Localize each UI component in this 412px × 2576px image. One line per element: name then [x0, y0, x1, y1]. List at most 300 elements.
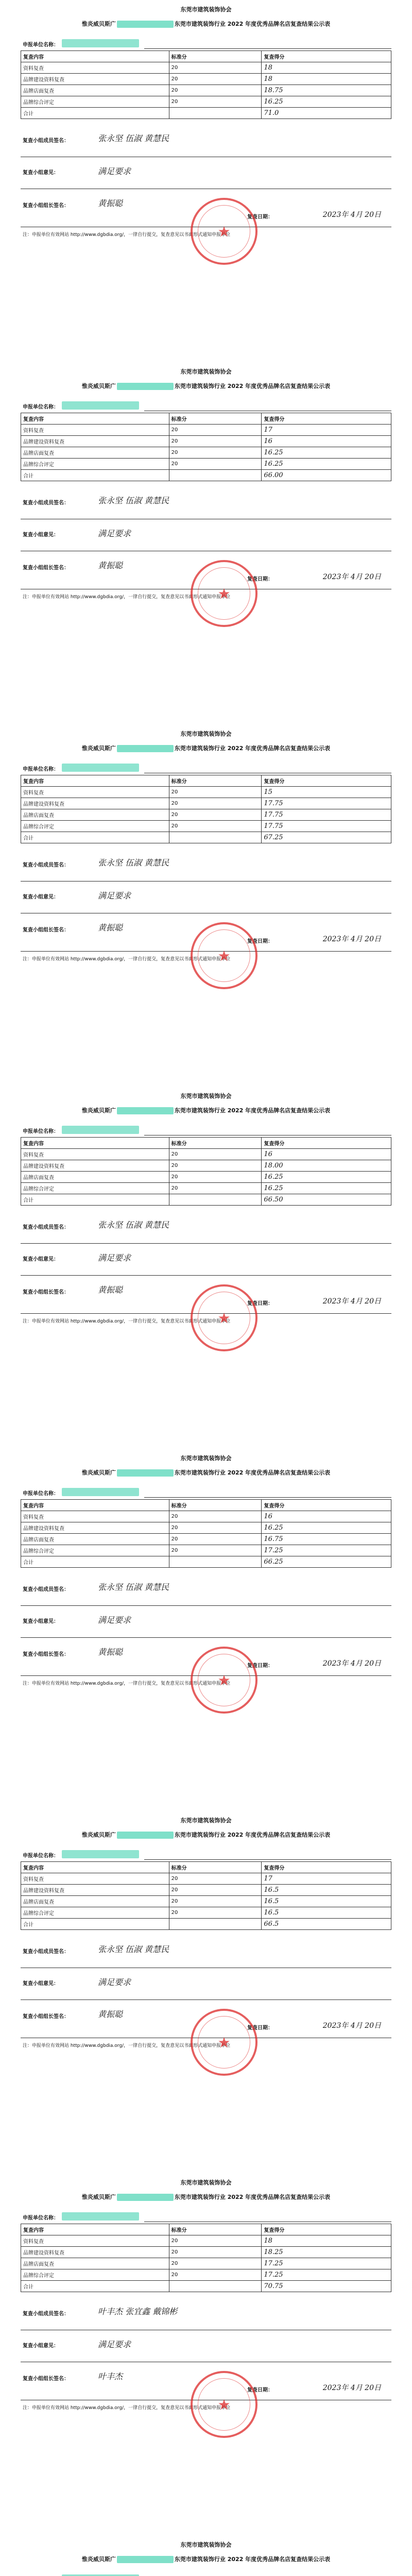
opinion-text: 满足要求 — [98, 891, 131, 901]
standard-score: 20 — [169, 85, 262, 96]
date-label: 复查日期： — [247, 577, 273, 582]
star-icon: ★ — [217, 947, 231, 964]
star-icon: ★ — [217, 1309, 231, 1327]
red-seal-stamp — [191, 2371, 258, 2438]
review-score: 71.0 — [262, 108, 391, 119]
unit-label: 申报单位名称： — [23, 1853, 59, 1859]
leader-label: 复查小组组长签名： — [23, 1290, 69, 1295]
review-sheet — [21, 1451, 391, 1811]
review-score: 16.25 — [262, 1522, 391, 1534]
review-score: 18 — [262, 62, 391, 74]
underline — [144, 48, 391, 49]
review-score: 15 — [262, 787, 391, 798]
date-label: 复查日期： — [247, 2387, 273, 2393]
unit-label: 申报单位名称： — [23, 1129, 59, 1134]
review-date: 2023年 4月 20日 — [322, 573, 381, 581]
title-suffix: 东莞市建筑装饰行业 2022 年度优秀品牌名店复查结果公示表 — [174, 21, 331, 27]
title-prefix: 惟炎威贝斯广 — [81, 383, 116, 389]
divider — [21, 1275, 391, 1276]
standard-score: 20 — [169, 62, 262, 74]
members-block — [21, 125, 391, 156]
standard-score — [169, 1194, 262, 1206]
divider — [21, 1999, 391, 2000]
standard-score: 20 — [169, 1545, 262, 1556]
standard-score: 20 — [169, 1511, 262, 1522]
standard-score: 20 — [169, 425, 262, 436]
review-score: 16.75 — [262, 1534, 391, 1545]
redaction-mark — [117, 745, 174, 752]
table-row — [21, 1183, 391, 1194]
star-icon: ★ — [217, 585, 231, 602]
row-label: 合计 — [21, 470, 169, 481]
standard-score: 20 — [169, 2247, 262, 2258]
opinion-block — [21, 520, 391, 551]
association-name: 东莞市建筑装饰协会 — [180, 731, 232, 737]
table-row — [21, 1149, 391, 1160]
table-row — [21, 1545, 391, 1556]
leader-signature: 黄振聪 — [98, 923, 123, 933]
redaction-mark — [117, 1469, 174, 1477]
seal-inner-ring — [198, 1654, 250, 1706]
standard-score — [169, 1556, 262, 1568]
row-label: 品牌店面复查 — [21, 1172, 169, 1183]
redaction-mark — [117, 2556, 174, 2563]
row-label: 品牌综合评定 — [21, 96, 169, 108]
association-name: 东莞市建筑装饰协会 — [180, 1455, 232, 1462]
table-row — [21, 1534, 391, 1545]
members-signature: 张永坚 伍淑 黄慧民 — [98, 1944, 169, 1954]
review-score: 17.75 — [262, 798, 391, 809]
table-row — [21, 821, 391, 832]
star-icon: ★ — [217, 1671, 231, 1689]
star-icon: ★ — [217, 223, 231, 240]
header-score: 复查得分 — [262, 1500, 391, 1511]
seal-inner-ring — [198, 205, 250, 258]
redaction-mark — [117, 2194, 174, 2201]
divider — [21, 1637, 391, 1638]
opinion-text: 满足要求 — [98, 1615, 131, 1625]
title-suffix: 东莞市建筑装饰行业 2022 年度优秀品牌名店复查结果公示表 — [174, 383, 331, 389]
score-table — [21, 2224, 391, 2292]
table-row — [21, 96, 391, 108]
redaction-mark — [117, 1832, 174, 1839]
members-signature: 张永坚 伍淑 黄慧民 — [98, 1582, 169, 1592]
divider — [21, 1605, 391, 1606]
seal-inner-ring — [198, 567, 250, 620]
standard-score: 20 — [169, 96, 262, 108]
review-score: 18.00 — [262, 1160, 391, 1172]
underline — [144, 1135, 391, 1136]
header-standard: 标准分 — [169, 1138, 262, 1149]
leader-signature: 叶丰杰 — [98, 2371, 123, 2381]
row-label: 品牌综合评定 — [21, 1545, 169, 1556]
table-row — [21, 425, 391, 436]
score-table — [21, 50, 391, 119]
seal-inner-ring — [198, 1292, 250, 1344]
header-standard: 标准分 — [169, 2224, 262, 2235]
table-header-row — [21, 1862, 391, 1873]
table-row — [21, 62, 391, 74]
row-label: 合计 — [21, 1919, 169, 1930]
header-content: 复查内容 — [21, 1500, 169, 1511]
divider — [21, 1243, 391, 1244]
review-score: 17 — [262, 1873, 391, 1885]
standard-score: 20 — [169, 1534, 262, 1545]
footer-note: 注：申报单位有效网站 http://www.dgbdia.org/，一律自行提交，复查意见以书面形式通知申报单位 — [23, 2405, 231, 2411]
row-label: 品牌建设资料复查 — [21, 2247, 169, 2258]
header-score: 复查得分 — [262, 775, 391, 787]
standard-score: 20 — [169, 787, 262, 798]
review-score: 70.75 — [262, 2281, 391, 2292]
table-row — [21, 1511, 391, 1522]
review-sheet — [21, 2175, 391, 2536]
redacted-unit-name — [62, 1488, 139, 1496]
standard-score: 20 — [169, 436, 262, 447]
standard-score — [169, 108, 262, 119]
review-score: 18.75 — [262, 85, 391, 96]
opinion-label: 复查小组意见： — [23, 894, 59, 900]
opinion-block — [21, 1606, 391, 1637]
seal-inner-ring — [198, 2378, 250, 2431]
unit-label: 申报单位名称： — [23, 1491, 59, 1497]
review-sheet — [21, 726, 391, 1087]
sheet-title — [21, 744, 391, 752]
members-block — [21, 2298, 391, 2329]
title-prefix: 惟炎威贝斯广 — [81, 745, 116, 752]
table-row — [21, 2258, 391, 2269]
header-content: 复查内容 — [21, 413, 169, 425]
members-label: 复查小组成员签名： — [23, 862, 69, 868]
header-standard: 标准分 — [169, 51, 262, 62]
standard-score — [169, 832, 262, 843]
standard-score: 20 — [169, 1160, 262, 1172]
members-label: 复查小组成员签名： — [23, 2311, 69, 2317]
table-header-row — [21, 1500, 391, 1511]
members-signature: 张永坚 伍淑 黄慧民 — [98, 858, 169, 868]
star-icon: ★ — [217, 2033, 231, 2051]
row-label: 资料复查 — [21, 425, 169, 436]
standard-score: 20 — [169, 1522, 262, 1534]
standard-score: 20 — [169, 1183, 262, 1194]
standard-score — [169, 1919, 262, 1930]
table-header-row — [21, 51, 391, 62]
members-label: 复查小组成员签名： — [23, 500, 69, 506]
review-date: 2023年 4月 20日 — [322, 2384, 381, 2392]
star-icon: ★ — [217, 2396, 231, 2413]
row-label: 品牌建设资料复查 — [21, 74, 169, 85]
underline — [144, 1859, 391, 1860]
standard-score: 20 — [169, 447, 262, 459]
title-suffix: 东莞市建筑装饰行业 2022 年度优秀品牌名店复查结果公示表 — [174, 2556, 331, 2563]
standard-score: 20 — [169, 1885, 262, 1896]
opinion-block — [21, 2331, 391, 2362]
applicant-row — [21, 2211, 391, 2223]
review-score: 18.25 — [262, 2247, 391, 2258]
applicant-row — [21, 38, 391, 49]
review-score: 66.00 — [262, 470, 391, 481]
review-score: 17.25 — [262, 1545, 391, 1556]
row-label: 品牌建设资料复查 — [21, 1885, 169, 1896]
members-block — [21, 1573, 391, 1604]
review-score: 17.75 — [262, 821, 391, 832]
row-label: 品牌店面复查 — [21, 809, 169, 821]
members-signature: 张永坚 伍淑 黄慧民 — [98, 1220, 169, 1230]
review-sheet — [21, 1813, 391, 2174]
redaction-mark — [117, 21, 174, 28]
review-sheet — [21, 2537, 391, 2576]
table-header-row — [21, 2224, 391, 2235]
redacted-unit-name — [62, 39, 139, 47]
date-label: 复查日期： — [247, 1301, 273, 1307]
review-date: 2023年 4月 20日 — [322, 211, 381, 219]
review-score: 66.25 — [262, 1556, 391, 1568]
title-prefix: 惟炎威贝斯广 — [81, 1832, 116, 1838]
header-content: 复查内容 — [21, 775, 169, 787]
table-row — [21, 809, 391, 821]
review-date: 2023年 4月 20日 — [322, 1659, 381, 1668]
table-header-row — [21, 775, 391, 787]
row-label: 合计 — [21, 1194, 169, 1206]
header-score: 复查得分 — [262, 413, 391, 425]
unit-label: 申报单位名称： — [23, 404, 59, 410]
table-header-row — [21, 1138, 391, 1149]
standard-score: 20 — [169, 821, 262, 832]
review-date: 2023年 4月 20日 — [322, 935, 381, 943]
opinion-label: 复查小组意见： — [23, 532, 59, 538]
standard-score: 20 — [169, 2235, 262, 2247]
review-score: 16.25 — [262, 1172, 391, 1183]
standard-score: 20 — [169, 74, 262, 85]
members-block — [21, 487, 391, 518]
row-label: 合计 — [21, 2281, 169, 2292]
row-label: 品牌综合评定 — [21, 1907, 169, 1919]
standard-score: 20 — [169, 2269, 262, 2281]
review-sheet — [21, 1089, 391, 1449]
leader-signature: 黄振聪 — [98, 1647, 123, 1657]
row-label: 品牌综合评定 — [21, 1183, 169, 1194]
table-row — [21, 1885, 391, 1896]
date-label: 复查日期： — [247, 214, 273, 220]
table-row — [21, 1522, 391, 1534]
opinion-label: 复查小组意见： — [23, 1619, 59, 1624]
association-name: 东莞市建筑装饰协会 — [180, 1817, 232, 1824]
standard-score: 20 — [169, 1172, 262, 1183]
row-label: 品牌综合评定 — [21, 459, 169, 470]
table-row — [21, 1873, 391, 1885]
row-label: 资料复查 — [21, 2235, 169, 2247]
redacted-unit-name — [62, 1126, 139, 1134]
review-score: 16.25 — [262, 447, 391, 459]
opinion-block — [21, 882, 391, 913]
header-content: 复查内容 — [21, 1862, 169, 1873]
association-name: 东莞市建筑装饰协会 — [180, 1093, 232, 1099]
review-score: 18 — [262, 2235, 391, 2247]
review-score: 16 — [262, 436, 391, 447]
red-seal-stamp — [191, 922, 258, 989]
standard-score: 20 — [169, 1907, 262, 1919]
table-row — [21, 1919, 391, 1930]
red-seal-stamp — [191, 560, 258, 627]
seal-inner-ring — [198, 929, 250, 982]
table-row — [21, 108, 391, 119]
review-score: 66.5 — [262, 1919, 391, 1930]
table-row — [21, 2247, 391, 2258]
row-label: 品牌建设资料复查 — [21, 436, 169, 447]
opinion-text: 满足要求 — [98, 1253, 131, 1263]
members-block — [21, 849, 391, 880]
row-label: 品牌建设资料复查 — [21, 1160, 169, 1172]
table-row — [21, 85, 391, 96]
date-label: 复查日期： — [247, 1663, 273, 1669]
divider — [21, 881, 391, 882]
header-standard: 标准分 — [169, 1862, 262, 1873]
score-table — [21, 1137, 391, 1206]
sheet-title — [21, 2555, 391, 2563]
review-sheet — [21, 364, 391, 725]
row-label: 品牌综合评定 — [21, 821, 169, 832]
members-block — [21, 1211, 391, 1242]
leader-signature: 黄振聪 — [98, 198, 123, 208]
review-score: 16.5 — [262, 1885, 391, 1896]
row-label: 资料复查 — [21, 1511, 169, 1522]
footer-note: 注：申报单位有效网站 http://www.dgbdia.org/，一律自行提交，复查意见以书面形式通知申报单位 — [23, 232, 231, 238]
table-row — [21, 1172, 391, 1183]
row-label: 合计 — [21, 1556, 169, 1568]
opinion-block — [21, 1969, 391, 1999]
title-prefix: 惟炎威贝斯广 — [81, 21, 116, 27]
members-signature: 叶丰杰 张宜鑫 戴锦彬 — [98, 2307, 178, 2316]
opinion-label: 复查小组意见： — [23, 1257, 59, 1262]
review-score: 16.5 — [262, 1896, 391, 1907]
sheet-title — [21, 1106, 391, 1114]
table-row — [21, 1160, 391, 1172]
table-row — [21, 2281, 391, 2292]
title-prefix: 惟炎威贝斯广 — [81, 1107, 116, 1114]
table-row — [21, 1194, 391, 1206]
table-row — [21, 470, 391, 481]
opinion-text: 满足要求 — [98, 529, 131, 538]
date-label: 复查日期： — [247, 939, 273, 944]
row-label: 资料复查 — [21, 1873, 169, 1885]
row-label: 合计 — [21, 832, 169, 843]
title-prefix: 惟炎威贝斯广 — [81, 1469, 116, 1476]
row-label: 品牌店面复查 — [21, 447, 169, 459]
table-row — [21, 1907, 391, 1919]
opinion-block — [21, 158, 391, 189]
header-score: 复查得分 — [262, 1138, 391, 1149]
footer-note: 注：申报单位有效网站 http://www.dgbdia.org/，一律自行提交，复查意见以书面形式通知申报单位 — [23, 1681, 231, 1686]
table-row — [21, 1556, 391, 1568]
row-label: 资料复查 — [21, 787, 169, 798]
title-suffix: 东莞市建筑装饰行业 2022 年度优秀品牌名店复查结果公示表 — [174, 2194, 331, 2200]
table-row — [21, 459, 391, 470]
members-signature: 张永坚 伍淑 黄慧民 — [98, 133, 169, 143]
row-label: 合计 — [21, 108, 169, 119]
sheet-title — [21, 2193, 391, 2201]
unit-label: 申报单位名称： — [23, 42, 59, 48]
review-score: 17 — [262, 425, 391, 436]
members-signature: 张永坚 伍淑 黄慧民 — [98, 496, 169, 505]
footer-note: 注：申报单位有效网站 http://www.dgbdia.org/，一律自行提交，复查意见以书面形式通知申报单位 — [23, 957, 231, 962]
opinion-label: 复查小组意见： — [23, 2343, 59, 2349]
sheet-title — [21, 382, 391, 390]
standard-score: 20 — [169, 809, 262, 821]
unit-label: 申报单位名称： — [23, 767, 59, 772]
leader-signature: 黄振聪 — [98, 2009, 123, 2019]
leader-label: 复查小组组长签名： — [23, 203, 69, 209]
association-name: 东莞市建筑装饰协会 — [180, 2179, 232, 2186]
review-date: 2023年 4月 20日 — [322, 2022, 381, 2030]
standard-score: 20 — [169, 1149, 262, 1160]
leader-label: 复查小组组长签名： — [23, 565, 69, 571]
footer-note: 注：申报单位有效网站 http://www.dgbdia.org/，一律自行提交，复查意见以书面形式通知申报单位 — [23, 2043, 231, 2048]
redacted-unit-name — [62, 401, 139, 410]
header-content: 复查内容 — [21, 1138, 169, 1149]
redacted-unit-name — [62, 1850, 139, 1858]
row-label: 品牌店面复查 — [21, 1896, 169, 1907]
red-seal-stamp — [191, 2009, 258, 2076]
members-label: 复查小组成员签名： — [23, 138, 69, 144]
review-score: 18 — [262, 74, 391, 85]
review-sheet — [21, 2, 391, 363]
footer-note: 注：申报单位有效网站 http://www.dgbdia.org/，一律自行提交，复查意见以书面形式通知申报单位 — [23, 595, 231, 600]
standard-score: 20 — [169, 2258, 262, 2269]
applicant-row — [21, 1487, 391, 1498]
title-suffix: 东莞市建筑装饰行业 2022 年度优秀品牌名店复查结果公示表 — [174, 1832, 331, 1838]
sheet-title — [21, 1468, 391, 1477]
members-label: 复查小组成员签名： — [23, 1587, 69, 1592]
review-score: 16 — [262, 1511, 391, 1522]
standard-score: 20 — [169, 1873, 262, 1885]
redaction-mark — [117, 1107, 174, 1114]
header-score: 复查得分 — [262, 51, 391, 62]
review-score: 16.25 — [262, 96, 391, 108]
leader-label: 复查小组组长签名： — [23, 2376, 69, 2382]
opinion-text: 满足要求 — [98, 166, 131, 176]
seal-inner-ring — [198, 2016, 250, 2069]
leader-label: 复查小组组长签名： — [23, 1652, 69, 1657]
header-content: 复查内容 — [21, 2224, 169, 2235]
row-label: 品牌店面复查 — [21, 2258, 169, 2269]
row-label: 品牌店面复查 — [21, 1534, 169, 1545]
table-row — [21, 832, 391, 843]
opinion-block — [21, 1244, 391, 1275]
table-row — [21, 74, 391, 85]
members-label: 复查小组成员签名： — [23, 1949, 69, 1955]
review-score: 67.25 — [262, 832, 391, 843]
leader-signature: 黄振聪 — [98, 1285, 123, 1295]
red-seal-stamp — [191, 198, 258, 265]
header-standard: 标准分 — [169, 1500, 262, 1511]
review-score: 66.50 — [262, 1194, 391, 1206]
opinion-label: 复查小组意见： — [23, 1981, 59, 1987]
row-label: 资料复查 — [21, 1149, 169, 1160]
red-seal-stamp — [191, 1284, 258, 1351]
header-score: 复查得分 — [262, 2224, 391, 2235]
applicant-row — [21, 1849, 391, 1860]
table-row — [21, 798, 391, 809]
opinion-text: 满足要求 — [98, 1977, 131, 1987]
members-label: 复查小组成员签名： — [23, 1225, 69, 1230]
applicant-row — [21, 762, 391, 774]
review-score: 16.25 — [262, 1183, 391, 1194]
review-score: 17.25 — [262, 2258, 391, 2269]
review-score: 16.5 — [262, 1907, 391, 1919]
header-score: 复查得分 — [262, 1862, 391, 1873]
title-suffix: 东莞市建筑装饰行业 2022 年度优秀品牌名店复查结果公示表 — [174, 745, 331, 752]
association-name: 东莞市建筑装饰协会 — [180, 368, 232, 375]
table-row — [21, 1896, 391, 1907]
